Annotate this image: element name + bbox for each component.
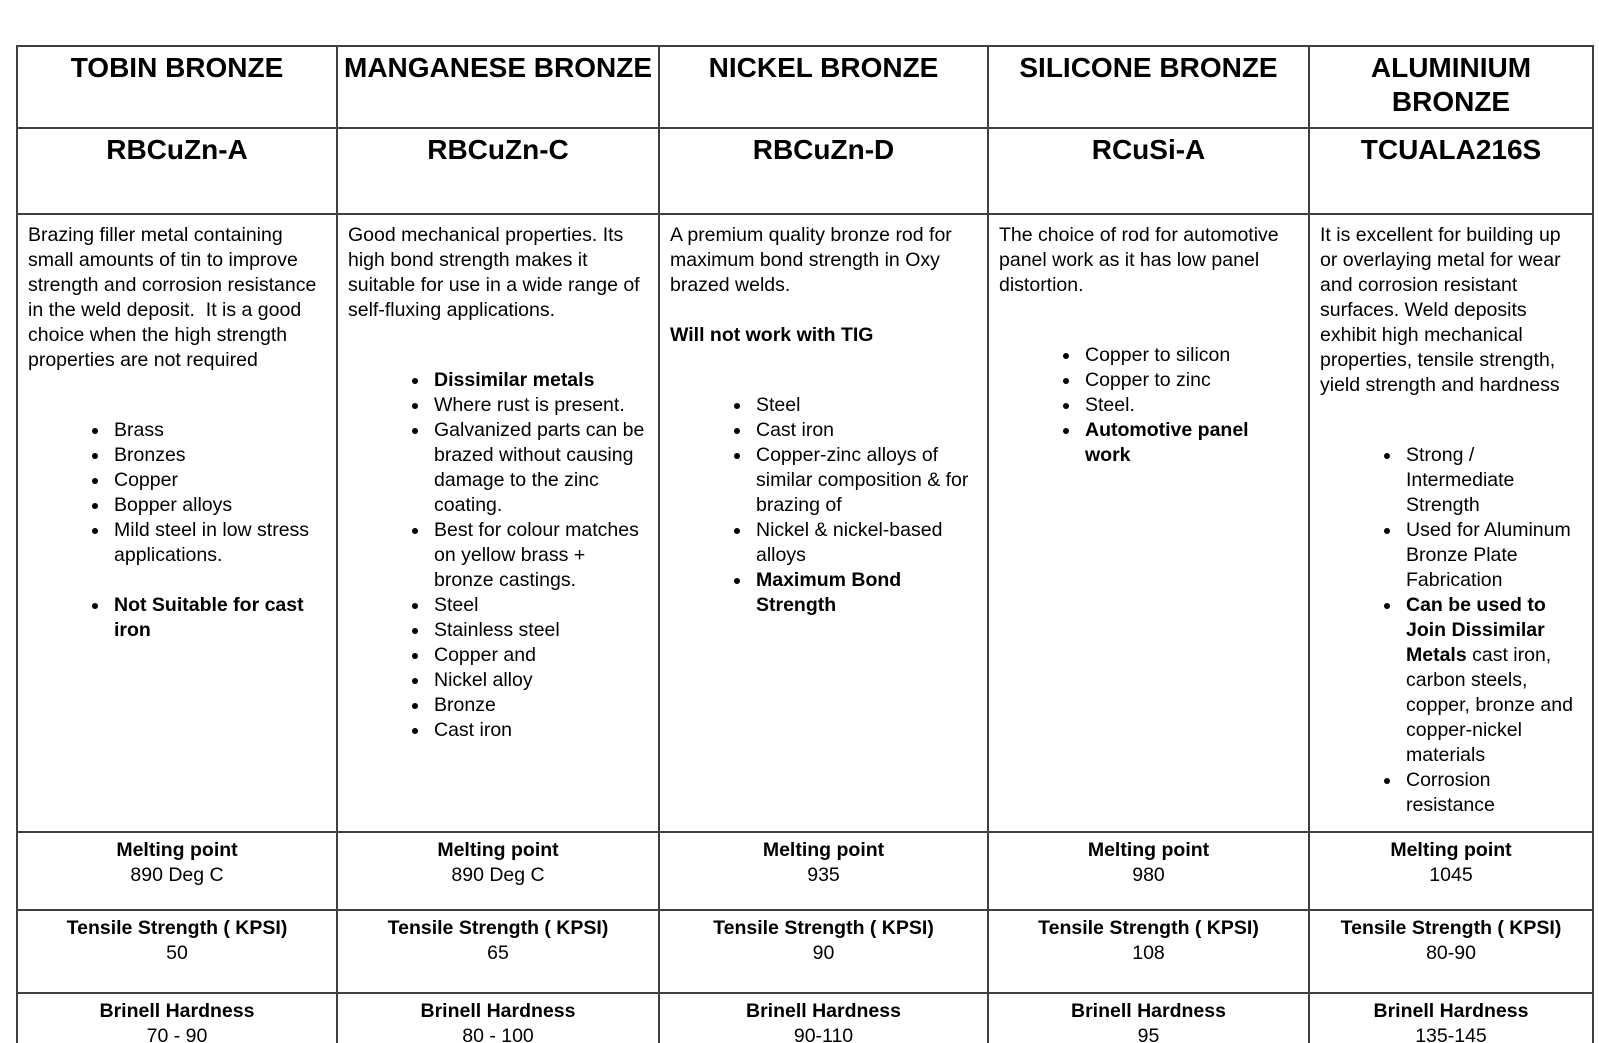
list-item-text: Bronzes: [114, 444, 186, 466]
list-item-text: Strong / Intermediate Strength: [1406, 444, 1515, 516]
application-list: [999, 343, 1296, 468]
application-list: [28, 418, 324, 643]
list-item: [752, 518, 975, 568]
list-item-text: cast iron, carbon steels, copper, bronze and copper-nickel materials: [1406, 644, 1573, 766]
cell-melting-point-silicone-bronze: [988, 832, 1309, 910]
brinell-hardness-label: Brinell Hardness: [1071, 1000, 1226, 1022]
row-alloy-codes: [17, 128, 1593, 214]
list-item: [1402, 443, 1580, 518]
list-item-text: Copper: [114, 469, 178, 491]
list-item-text: Used for Aluminum Bronze Plate Fabrication: [1406, 519, 1571, 591]
list-item: [752, 443, 975, 518]
alloy-code: RCuSi-A: [1091, 134, 1206, 165]
list-item: [430, 643, 646, 668]
list-item-text: Where rust is present.: [434, 394, 625, 416]
cell-code-tobin-bronze: [17, 128, 337, 214]
cell-tensile-strength-manganese-bronze: [337, 910, 659, 993]
list-item-text: Stainless steel: [434, 619, 560, 641]
tensile-strength-label: Tensile Strength ( KPSI): [387, 917, 609, 939]
cell-tensile-strength-nickel-bronze: [659, 910, 988, 993]
cell-melting-point-nickel-bronze: [659, 832, 988, 910]
tensile-strength-value: 65: [487, 942, 509, 964]
list-item: [752, 418, 975, 443]
row-brinell-hardness: [17, 993, 1593, 1043]
list-item: [1402, 593, 1580, 768]
list-item: [430, 418, 646, 518]
brinell-hardness-label: Brinell Hardness: [420, 1000, 576, 1022]
cell-tensile-strength-tobin-bronze: [17, 910, 337, 993]
brinell-hardness-value: 135-145: [1415, 1025, 1487, 1043]
list-item-text: Steel: [756, 394, 801, 416]
cell-name-nickel-bronze: [659, 46, 988, 128]
list-item-text: Steel: [434, 594, 479, 616]
list-item-text: Best for colour matches on yellow brass + bronze castings.: [434, 519, 639, 591]
list-item: [110, 593, 324, 643]
cell-code-silicone-bronze: [988, 128, 1309, 214]
description-box: [989, 215, 1308, 827]
list-item-bold-text: Can be used to Join Dissimilar Metals: [1406, 594, 1546, 666]
list-item-text: Corrosion resistance: [1406, 769, 1495, 816]
row-melting-point: [17, 832, 1593, 910]
cell-tensile-strength-silicone-bronze: [988, 910, 1309, 993]
row-descriptions: [17, 214, 1593, 832]
list-item-text: Copper and: [434, 644, 536, 666]
list-item-text: Galvanized parts can be brazed without causing damage to the zinc coating.: [434, 419, 645, 516]
application-list: [670, 393, 975, 618]
tensile-strength-label: Tensile Strength ( KPSI): [713, 917, 934, 939]
application-list: [1320, 443, 1580, 818]
cell-description-nickel-bronze: [659, 214, 988, 832]
list-item: [430, 593, 646, 618]
melting-point-value: 1045: [1429, 864, 1473, 886]
list-item-text: Copper-zinc alloys of similar composition & for brazing of: [756, 444, 969, 516]
list-item: [430, 618, 646, 643]
list-item-bold-text: Maximum Bond Strength: [756, 569, 902, 616]
list-item: [752, 393, 975, 418]
tensile-strength-value: 50: [166, 942, 188, 964]
description-paragraph: Will not work with TIG: [670, 324, 874, 346]
alloy-code: TCUALA216S: [1360, 134, 1542, 165]
cell-description-aluminium-bronze: [1309, 214, 1593, 832]
cell-name-tobin-bronze: [17, 46, 337, 128]
list-item: [430, 393, 646, 418]
brinell-hardness-value: 95: [1137, 1025, 1160, 1043]
list-item: [110, 443, 324, 468]
product-name: NICKEL BRONZE: [708, 52, 939, 83]
row-tensile-strength: [17, 910, 1593, 993]
alloy-code: RBCuZn-A: [106, 134, 248, 165]
brinell-hardness-label: Brinell Hardness: [1373, 1000, 1529, 1022]
tensile-strength-value: 90: [812, 942, 835, 964]
bronze-comparison-table: [16, 45, 1594, 1043]
cell-brinell-hardness-silicone-bronze: [988, 993, 1309, 1043]
list-item-bold-text: Automotive panel work: [1085, 419, 1249, 466]
description-paragraph: The choice of rod for automotive panel work as it has low panel distortion.: [999, 224, 1285, 296]
brinell-hardness-value: 80 - 100: [462, 1025, 534, 1043]
melting-point-label: Melting point: [437, 839, 559, 861]
melting-point-value: 980: [1132, 864, 1165, 886]
list-item: [1081, 368, 1296, 393]
product-name: ALUMINIUM BRONZE: [1370, 52, 1532, 117]
list-item-text: Brass: [114, 419, 164, 441]
cell-description-tobin-bronze: [17, 214, 337, 832]
melting-point-value: 890 Deg C: [451, 864, 545, 886]
tensile-strength-label: Tensile Strength ( KPSI): [1038, 917, 1259, 939]
list-item: [110, 518, 324, 568]
brinell-hardness-label: Brinell Hardness: [746, 1000, 901, 1022]
cell-name-silicone-bronze: [988, 46, 1309, 128]
melting-point-value: 935: [807, 864, 840, 886]
list-item: [430, 668, 646, 693]
cell-code-aluminium-bronze: [1309, 128, 1593, 214]
list-item: [1081, 393, 1296, 418]
cell-code-manganese-bronze: [337, 128, 659, 214]
list-item: [110, 493, 324, 518]
tensile-strength-label: Tensile Strength ( KPSI): [66, 917, 288, 939]
tensile-strength-value: 80-90: [1426, 942, 1476, 964]
cell-name-aluminium-bronze: [1309, 46, 1593, 128]
cell-brinell-hardness-nickel-bronze: [659, 993, 988, 1043]
list-item: [430, 693, 646, 718]
list-item-text: Steel.: [1085, 394, 1135, 416]
melting-point-label: Melting point: [1087, 839, 1210, 861]
description-box: [660, 215, 987, 827]
description-box: [338, 215, 658, 827]
cell-name-manganese-bronze: [337, 46, 659, 128]
list-item-bold-text: Not Suitable for cast iron: [114, 594, 304, 641]
list-item-text: Bopper alloys: [114, 494, 233, 516]
cell-description-silicone-bronze: [988, 214, 1309, 832]
list-item-text: Cast iron: [756, 419, 835, 441]
description-box: [18, 215, 336, 827]
list-item: [1081, 343, 1296, 368]
melting-point-label: Melting point: [116, 839, 238, 861]
alloy-code: RBCuZn-C: [427, 134, 569, 165]
list-item-text: Copper to zinc: [1085, 369, 1211, 391]
list-item: [752, 568, 975, 618]
list-item: [430, 718, 646, 743]
alloy-code: RBCuZn-D: [752, 134, 895, 165]
melting-point-label: Melting point: [762, 839, 885, 861]
product-name: SILICONE BRONZE: [1019, 52, 1278, 83]
list-item-text: Mild steel in low stress applications.: [114, 519, 310, 566]
tensile-strength-value: 108: [1132, 942, 1165, 964]
description-paragraph: A premium quality bronze rod for maximum bond strength in Oxy brazed welds.: [670, 224, 958, 296]
cell-description-manganese-bronze: [337, 214, 659, 832]
tensile-strength-label: Tensile Strength ( KPSI): [1340, 917, 1562, 939]
description-paragraph: Brazing filler metal containing small amounts of tin to improve strength and corrosion resistance in the weld deposit. It is a good choice when the high strength properties are not required: [28, 224, 322, 371]
cell-code-nickel-bronze: [659, 128, 988, 214]
application-list: [348, 368, 646, 743]
cell-melting-point-tobin-bronze: [17, 832, 337, 910]
melting-point-value: 890 Deg C: [130, 864, 224, 886]
description-paragraph: It is excellent for building up or overlaying metal for wear and corrosion resistant surfaces. Weld deposits exhibit high mechanical properties, tensile strength, yield strength and hardness: [1320, 224, 1567, 396]
list-item-text: Bronze: [434, 694, 496, 716]
cell-brinell-hardness-tobin-bronze: [17, 993, 337, 1043]
description-paragraph: Good mechanical properties. Its high bond strength makes it suitable for use in a wide range of self-fluxing applications.: [348, 224, 646, 321]
description-box: [1310, 215, 1592, 827]
cell-melting-point-manganese-bronze: [337, 832, 659, 910]
list-item-text: Copper to silicon: [1085, 344, 1231, 366]
cell-brinell-hardness-aluminium-bronze: [1309, 993, 1593, 1043]
cell-melting-point-aluminium-bronze: [1309, 832, 1593, 910]
list-item-text: Nickel alloy: [434, 669, 533, 691]
cell-tensile-strength-aluminium-bronze: [1309, 910, 1593, 993]
product-name: MANGANESE BRONZE: [344, 52, 653, 83]
list-item: [110, 418, 324, 443]
list-item-text: Cast iron: [434, 719, 513, 741]
list-item: [430, 368, 646, 393]
list-item-text: Nickel & nickel-based alloys: [756, 519, 943, 566]
list-item: [110, 468, 324, 493]
cell-brinell-hardness-manganese-bronze: [337, 993, 659, 1043]
list-item: [430, 518, 646, 593]
brinell-hardness-value: 70 - 90: [146, 1025, 208, 1043]
list-item: [1081, 418, 1296, 468]
brinell-hardness-value: 90-110: [793, 1025, 854, 1043]
list-item: [1402, 518, 1580, 593]
melting-point-label: Melting point: [1390, 839, 1512, 861]
brinell-hardness-label: Brinell Hardness: [99, 1000, 255, 1022]
row-product-names: [17, 46, 1593, 128]
list-item: [1402, 768, 1580, 818]
product-name: TOBIN BRONZE: [70, 52, 284, 83]
list-item-bold-text: Dissimilar metals: [434, 369, 595, 391]
